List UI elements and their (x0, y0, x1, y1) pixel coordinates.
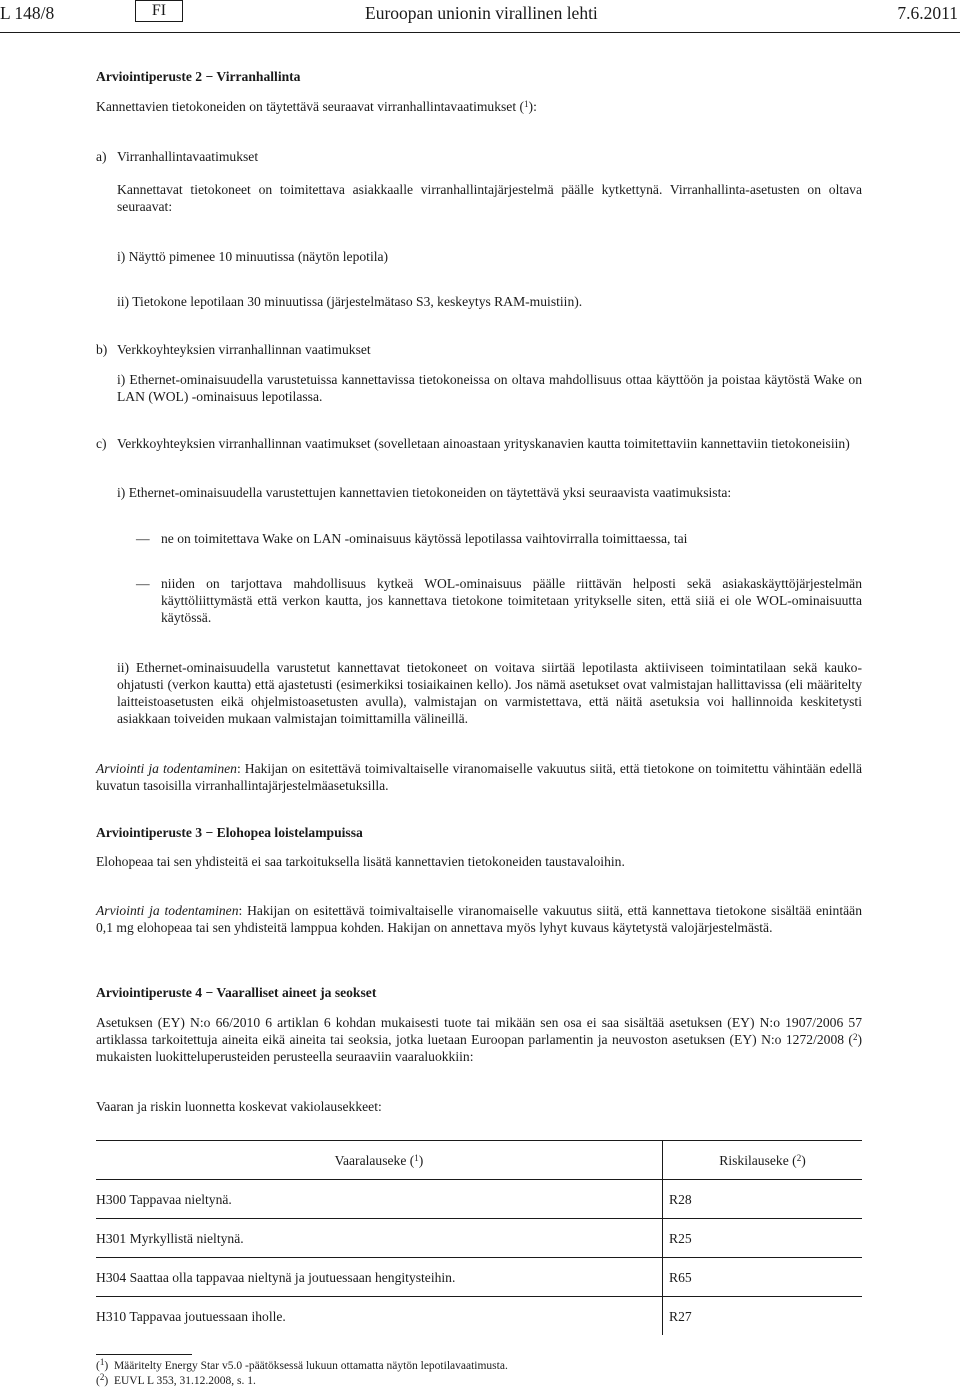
hazard-cell: H310 Tappavaa joutuessaan iholle. (96, 1308, 286, 1324)
item-b-i: i) Ethernet-ominaisuudella varustetuissa kannettavissa tietokoneissa on oltava mahdollisuus ottaa käyttöön ja poistaa käytöstä Wake on LAN (WOL) -ominaisuus lepotilassa. (117, 372, 862, 404)
hazard-cell: H301 Myrkyllistä nieltynä. (96, 1219, 663, 1258)
language-badge: FI (135, 0, 183, 22)
dash-marker: — (136, 531, 150, 546)
criterion-2-assessment (96, 760, 862, 794)
hazard-risk-table (96, 1140, 862, 1335)
journal-title: Euroopan unionin virallinen lehti (365, 3, 598, 23)
criterion-4-text (96, 1014, 862, 1065)
item-c-label: c) (96, 436, 107, 451)
item-a-text: Kannettavat tietokoneet on toimitettava asiakkaalle virranhallintajärjestelmä päälle kytkettynä. Virranhallinta-asetusten on oltava seuraavat: (117, 182, 862, 214)
assessment-label: Arviointi ja todentaminen (96, 903, 239, 918)
criterion-3-text: Elohopeaa tai sen yhdisteitä ei saa tarkoituksella lisätä kannettavien tietokoneiden taustavaloihin. (96, 854, 625, 869)
requirement-dash-1: ne on toimitettava Wake on LAN -ominaisuus käytössä lepotilassa vaihtovirralla toimittaessa, tai (161, 531, 688, 546)
item-c-title: Verkkoyhteyksien virranhallinnan vaatimukset (sovelletaan ainoastaan yrityskanavien kautta toimitettaviin kannettaviin tietokoneisiin) (117, 436, 850, 451)
table-intro: Vaaran ja riskin luonnetta koskevat vakiolausekkeet: (96, 1099, 382, 1114)
header-rule (0, 32, 960, 33)
item-b-title: Verkkoyhteyksien virranhallinnan vaatimukset (117, 342, 371, 357)
dash-marker: — (136, 576, 150, 591)
requirement-dash-2: niiden on tarjottava mahdollisuus kytkeä WOL-ominaisuus päälle riittävän helposti sekä asiakaskäyttöjärjestelmän käyttöliittymästä että verkon kautta, jos kannettava tietokone toimitetaan yritykselle siten, että siiä ei ole WOL-ominaisuutta käytössä. (161, 576, 862, 625)
table-row (96, 1297, 862, 1336)
item-c-i: i) Ethernet-ominaisuudella varustettujen kannettavien tietokoneiden on täytettävä yksi seuraavista vaatimuksista: (117, 485, 732, 500)
hazard-cell: H300 Tappavaa nieltynä. (96, 1180, 663, 1219)
hazard-cell: H304 Saattaa olla tappavaa nieltynä ja joutuessaan hengitysteihin. (96, 1258, 663, 1297)
assessment-text: : Hakijan on esitettävä toimivaltaiselle viranomaiselle vakuutus siitä, että tietokone on toimitettu vähintään edellä kuvatun tasoisilla virranhallintajärjestelmäasetuksilla. (96, 761, 862, 793)
criterion-2-title: Arviointiperuste 2 − Virranhallinta (96, 69, 301, 84)
publication-date: 7.6.2011 (897, 3, 958, 23)
assessment-text: : Hakijan on esitettävä toimivaltaiselle viranomaiselle vakuutus siitä, että kannettava tietokone sisältää enintään 0,1 mg elohopeaa tai sen yhdisteitä lamppua kohden. Hakijan on annettava myös lyhyt kuvaus käytetystä valojärjestelmästä. (96, 903, 862, 935)
criterion-3-assessment (96, 902, 862, 936)
item-a-i: i) Näyttö pimenee 10 minuutissa (näytön lepotila) (117, 249, 389, 264)
page-reference: L 148/8 (0, 3, 55, 23)
footnote-ref: 2 (852, 1032, 858, 1042)
item-a-ii: ii) Tietokone lepotilaan 30 minuutissa (järjestelmätaso S3, keskeytys RAM-muistiin). (117, 294, 583, 309)
risk-cell: R27 (663, 1297, 863, 1336)
footnote-1: ($^1$) Määritelty Energy Star v5.0 -päätöksessä lukuun ottamatta näytön lepotilavaatimusta. (96, 1357, 508, 1372)
criterion-3-title: Arviointiperuste 3 − Elohopea loistelampuissa (96, 825, 363, 840)
intro-end: ): (528, 99, 537, 114)
column-header-risk: Riskilauseke ($^2$) (663, 1141, 863, 1180)
item-b-label: b) (96, 342, 108, 357)
footnote-2: ($^2$) EUVL L 353, 31.12.2008, s. 1. (96, 1372, 256, 1387)
column-header-hazard: Vaaralauseke ($^1$) (96, 1141, 663, 1180)
footnote-separator (96, 1354, 192, 1355)
item-c-ii: ii) Ethernet-ominaisuudella varustetut kannettavat tietokoneet on voitava siirtää lepotilasta aktiiviseen toimintatilaan sekä kauko-ohjatusti (verkon kautta) että ajastetusti (esimerkiksi tosiaikainen kello). Jos nämä asetukset ovat valmistajan hallittavissa (eli määritelty laitteistoasetusten eikä ohjelmistoasetusten avulla), valmistajan on varmistettava, että näitä asetuksia voi hallinnoida keskitetysti asiakkaan toiveiden mukaan valmistajan toimittamilla välineillä. (117, 660, 862, 726)
risk-cell: R65 (663, 1258, 863, 1297)
assessment-label: Arviointi ja todentaminen (96, 761, 237, 776)
table-row (96, 1180, 862, 1219)
criterion-4-text-b: ) mukaisten luokitteluperusteiden perusteella seuraaviin vaaraluokkiin: (96, 1032, 862, 1064)
risk-cell: R28 (663, 1180, 863, 1219)
criterion-4-title: Arviointiperuste 4 − Vaaralliset aineet ja seokset (96, 985, 377, 1000)
item-a-label: a) (96, 149, 107, 164)
item-a-title: Virranhallintavaatimukset (117, 149, 259, 164)
table-row (96, 1258, 862, 1297)
criterion-4-text-a: Asetuksen (EY) N:o 66/2010 6 artiklan 6 kohdan mukaisesti tuote tai mikään sen osa ei saa sisältää asetuksen (EY) N:o 1907/2006 57 artiklassa tarkoitettuja aineita eikä aineita tai seoksia, jotka luetaan Euroopan parlamentin ja neuvoston asetuksen (EY) N:o 1272/2008 ( (96, 1015, 862, 1047)
table-header-row (96, 1141, 862, 1180)
table-row (96, 1219, 862, 1258)
risk-cell: R25 (663, 1219, 863, 1258)
footnote-ref: 1 (524, 99, 529, 109)
intro-text: Kannettavien tietokoneiden on täytettävä seuraavat virranhallintavaatimukset ( (96, 99, 525, 114)
criterion-2-intro (96, 98, 537, 115)
